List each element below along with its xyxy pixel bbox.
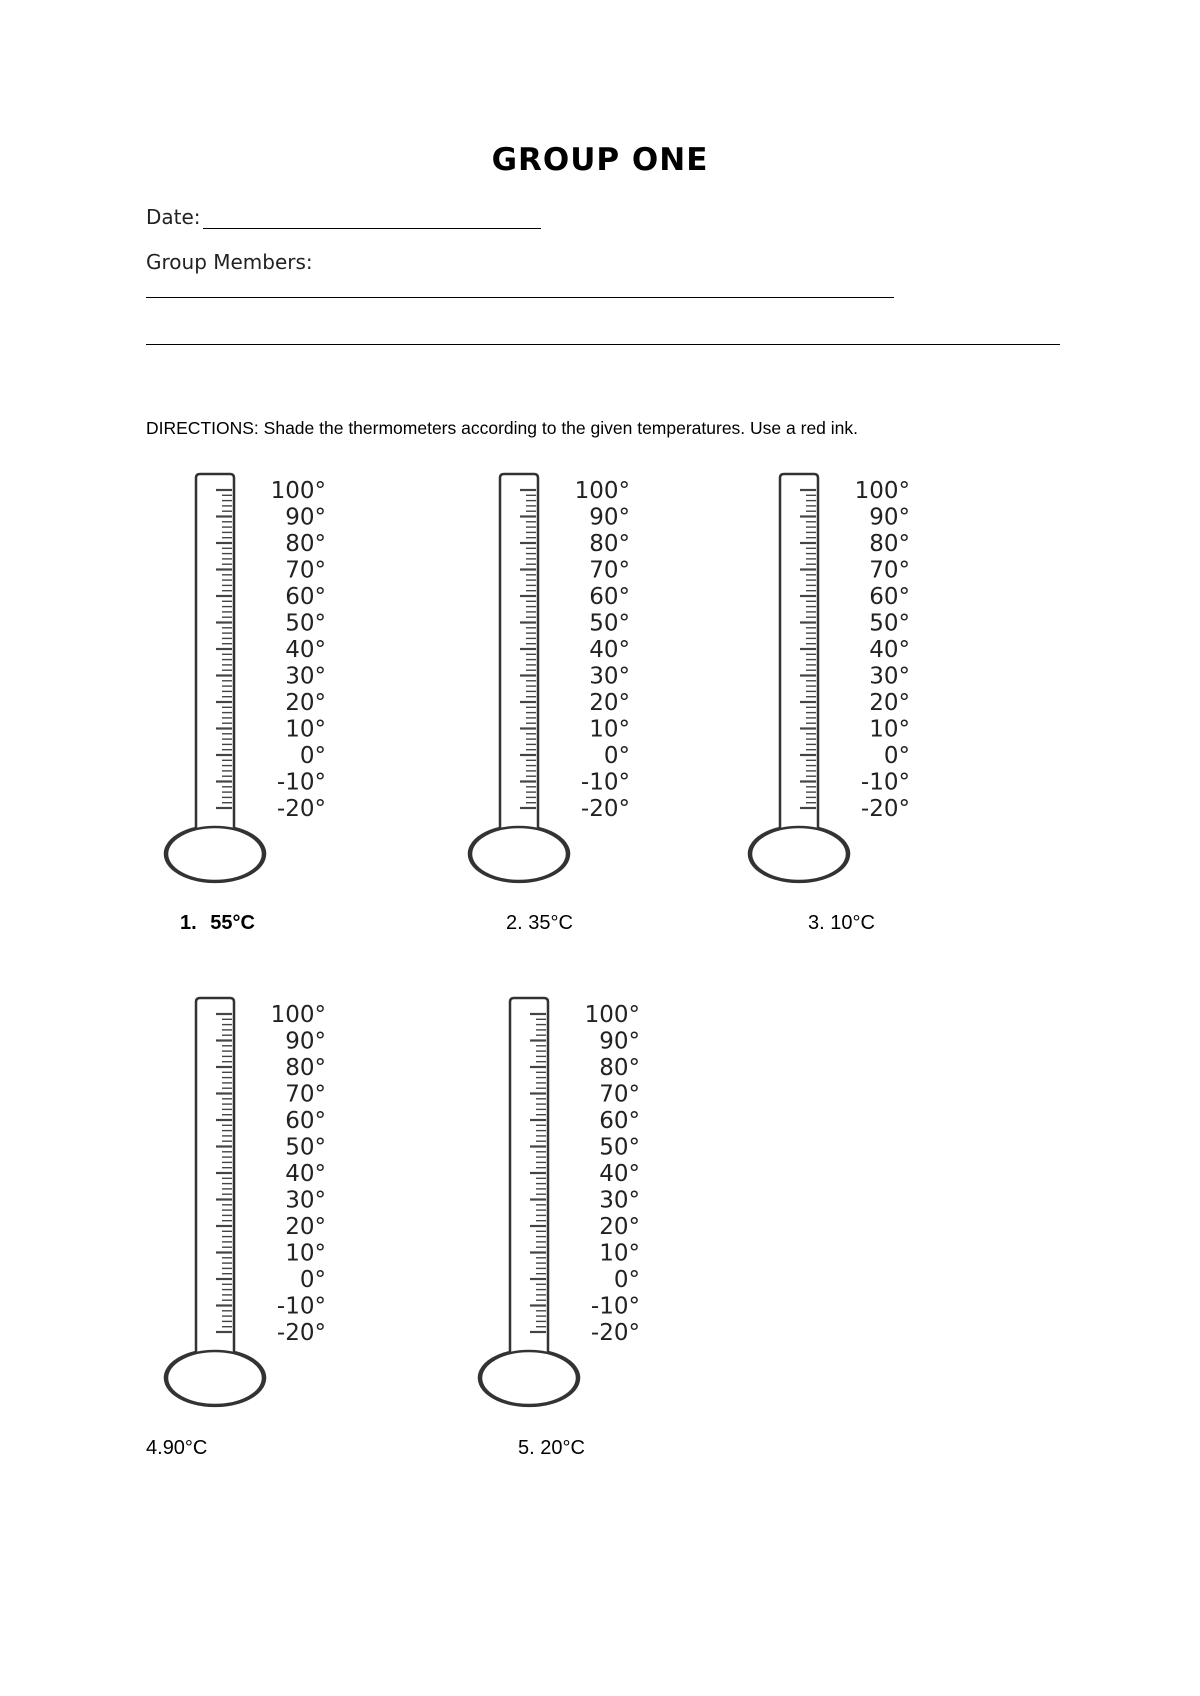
scale-label: 30° <box>869 663 910 690</box>
thermometer-bulb-outline <box>481 1351 577 1405</box>
scale-label: 60° <box>589 584 630 610</box>
item-3-temperature: 10°C <box>830 912 875 934</box>
scale-label: -20° <box>580 796 630 822</box>
scale-label: 50° <box>599 1134 640 1161</box>
date-field[interactable] <box>203 208 541 229</box>
thermometer-graphic <box>148 460 368 900</box>
scale-label: 0° <box>883 743 910 769</box>
scale-label: 80° <box>869 531 910 557</box>
scale-label: -20° <box>276 796 326 822</box>
scale-label: 80° <box>589 531 630 557</box>
scale-label: 80° <box>285 531 326 557</box>
directions-text: Shade the thermometers according to the given temperatures. Use a red ink. <box>258 418 859 438</box>
scale-label: 90° <box>599 1028 640 1055</box>
scale-label: -10° <box>580 769 630 796</box>
item-2-temperature: 35°C <box>528 912 573 934</box>
scale-label: 30° <box>589 663 630 690</box>
scale-label: 40° <box>285 637 326 663</box>
item-2-caption <box>506 912 573 935</box>
directions-label: DIRECTIONS: <box>146 418 259 438</box>
scale-label: 70° <box>599 1081 640 1108</box>
thermometer-graphic <box>452 460 672 900</box>
directions <box>146 418 858 439</box>
scale-label: 20° <box>285 690 326 716</box>
scale-label: 60° <box>285 584 326 610</box>
scale-label: 10° <box>599 1240 640 1267</box>
scale-label: 10° <box>589 716 630 743</box>
scale-label: -20° <box>860 796 910 822</box>
date-row <box>146 205 541 229</box>
thermometer-bulb-outline <box>751 827 847 881</box>
scale-label: 90° <box>869 504 910 531</box>
scale-label: 100° <box>270 478 326 504</box>
scale-label: 40° <box>599 1161 640 1187</box>
item-4-temperature: 90°C <box>162 1437 208 1459</box>
item-5-caption <box>518 1437 585 1460</box>
item-3-number: 3. <box>808 912 825 934</box>
item-1-temperature: 55°C <box>210 912 255 934</box>
thermometer-4[interactable] <box>148 984 368 1424</box>
date-label: Date: <box>146 205 201 229</box>
scale-label: -10° <box>860 769 910 796</box>
scale-label: 10° <box>285 1240 326 1267</box>
thermometer-5[interactable] <box>462 984 682 1424</box>
group-members-line-2[interactable] <box>146 344 1060 345</box>
item-5-temperature: 20°C <box>540 1437 585 1459</box>
scale-label: 50° <box>285 1134 326 1161</box>
scale-label: 90° <box>285 504 326 531</box>
scale-label: 40° <box>285 1161 326 1187</box>
scale-label: 70° <box>285 557 326 584</box>
thermometer-2[interactable] <box>452 460 672 900</box>
scale-label: 50° <box>589 610 630 637</box>
scale-label: 10° <box>285 716 326 743</box>
scale-label: 20° <box>869 690 910 716</box>
scale-label: 20° <box>285 1214 326 1240</box>
thermometer-3[interactable] <box>732 460 952 900</box>
scale-label: 100° <box>584 1002 640 1028</box>
thermometer-graphic <box>148 984 368 1424</box>
thermometer-graphic <box>732 460 952 900</box>
scale-label: 90° <box>285 1028 326 1055</box>
scale-label: 20° <box>599 1214 640 1240</box>
scale-label: 0° <box>603 743 630 769</box>
scale-label: 0° <box>299 743 326 769</box>
scale-label: 80° <box>599 1055 640 1081</box>
scale-label: 100° <box>854 478 910 504</box>
scale-label: 70° <box>589 557 630 584</box>
item-4-caption <box>146 1437 207 1460</box>
item-2-number: 2. <box>506 912 523 934</box>
thermometer-1[interactable] <box>148 460 368 900</box>
thermometer-bulb-outline <box>167 827 263 881</box>
thermometer-bulb-outline <box>167 1351 263 1405</box>
scale-label: 60° <box>285 1108 326 1134</box>
scale-label: 50° <box>285 610 326 637</box>
scale-label: 100° <box>574 478 630 504</box>
item-3-caption <box>808 912 875 935</box>
scale-label: 90° <box>589 504 630 531</box>
scale-label: -10° <box>276 769 326 796</box>
scale-label: 60° <box>599 1108 640 1134</box>
scale-label: 50° <box>869 610 910 637</box>
thermometer-bulb-outline <box>471 827 567 881</box>
group-members-line-1[interactable] <box>146 297 894 298</box>
scale-label: 40° <box>589 637 630 663</box>
scale-label: 0° <box>613 1267 640 1293</box>
item-5-number: 5. <box>518 1437 535 1459</box>
thermometer-graphic <box>462 984 682 1424</box>
scale-label: 70° <box>285 1081 326 1108</box>
scale-label: 60° <box>869 584 910 610</box>
scale-label: 30° <box>599 1187 640 1214</box>
item-4-number: 4. <box>146 1437 163 1459</box>
item-1-number: 1. <box>180 912 197 934</box>
scale-label: 70° <box>869 557 910 584</box>
scale-label: 30° <box>285 1187 326 1214</box>
scale-label: 0° <box>299 1267 326 1293</box>
item-1-caption <box>180 912 255 935</box>
scale-label: -20° <box>590 1320 640 1346</box>
scale-label: 100° <box>270 1002 326 1028</box>
group-members-label: Group Members: <box>146 250 313 274</box>
scale-label: -20° <box>276 1320 326 1346</box>
scale-label: -10° <box>276 1293 326 1320</box>
scale-label: 40° <box>869 637 910 663</box>
page-title: GROUP ONE <box>491 142 709 178</box>
scale-label: 80° <box>285 1055 326 1081</box>
scale-label: 30° <box>285 663 326 690</box>
scale-label: 10° <box>869 716 910 743</box>
scale-label: 20° <box>589 690 630 716</box>
scale-label: -10° <box>590 1293 640 1320</box>
